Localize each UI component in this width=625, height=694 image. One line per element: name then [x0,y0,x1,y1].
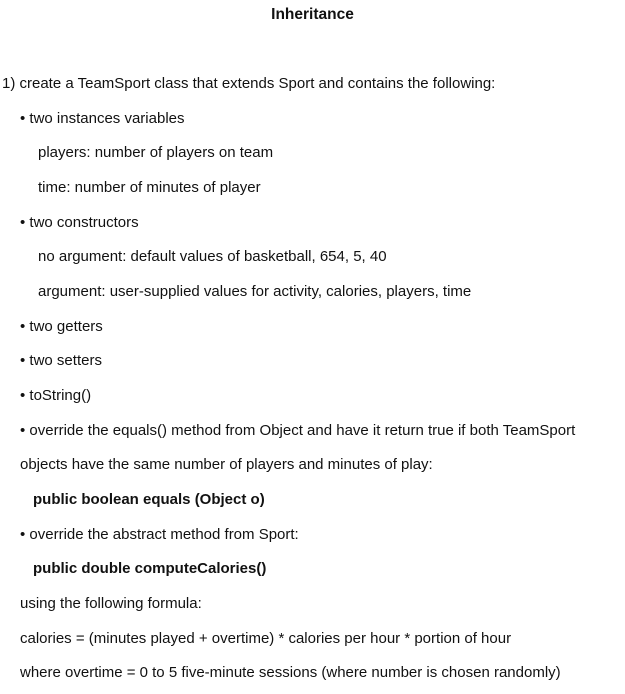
bullet-tostring: • toString() [20,387,92,404]
formula-intro: using the following formula: [20,595,202,612]
bullet-abstract-override: • override the abstract method from Sport: [20,526,299,543]
calories-formula: calories = (minutes played + overtime) * calories per hour * portion of hour [20,630,512,647]
bullet-constructors: • two constructors [20,214,139,231]
compute-calories-signature: public double computeCalories() [33,560,267,577]
bullet-instance-variables: • two instances variables [20,110,185,127]
bullet-getters: • two getters [20,318,103,335]
players-variable-desc: players: number of players on team [38,144,274,161]
arg-constructor-desc: argument: user-supplied values for activity, calories, players, time [38,283,472,300]
no-arg-constructor-desc: no argument: default values of basketball, 654, 5, 40 [38,248,387,265]
time-variable-desc: time: number of minutes of player [38,179,261,196]
overtime-definition: where overtime = 0 to 5 five-minute sessions (where number is chosen randomly) [20,664,561,681]
task-heading: 1) create a TeamSport class that extends Sport and contains the following: [2,75,496,92]
equals-signature: public boolean equals (Object o) [33,491,265,508]
bullet-setters: • two setters [20,352,102,369]
equals-condition: objects have the same number of players and minutes of play: [20,456,433,473]
document-title: Inheritance [271,6,354,23]
bullet-equals: • override the equals() method from Object and have it return true if both TeamSport [20,422,576,439]
